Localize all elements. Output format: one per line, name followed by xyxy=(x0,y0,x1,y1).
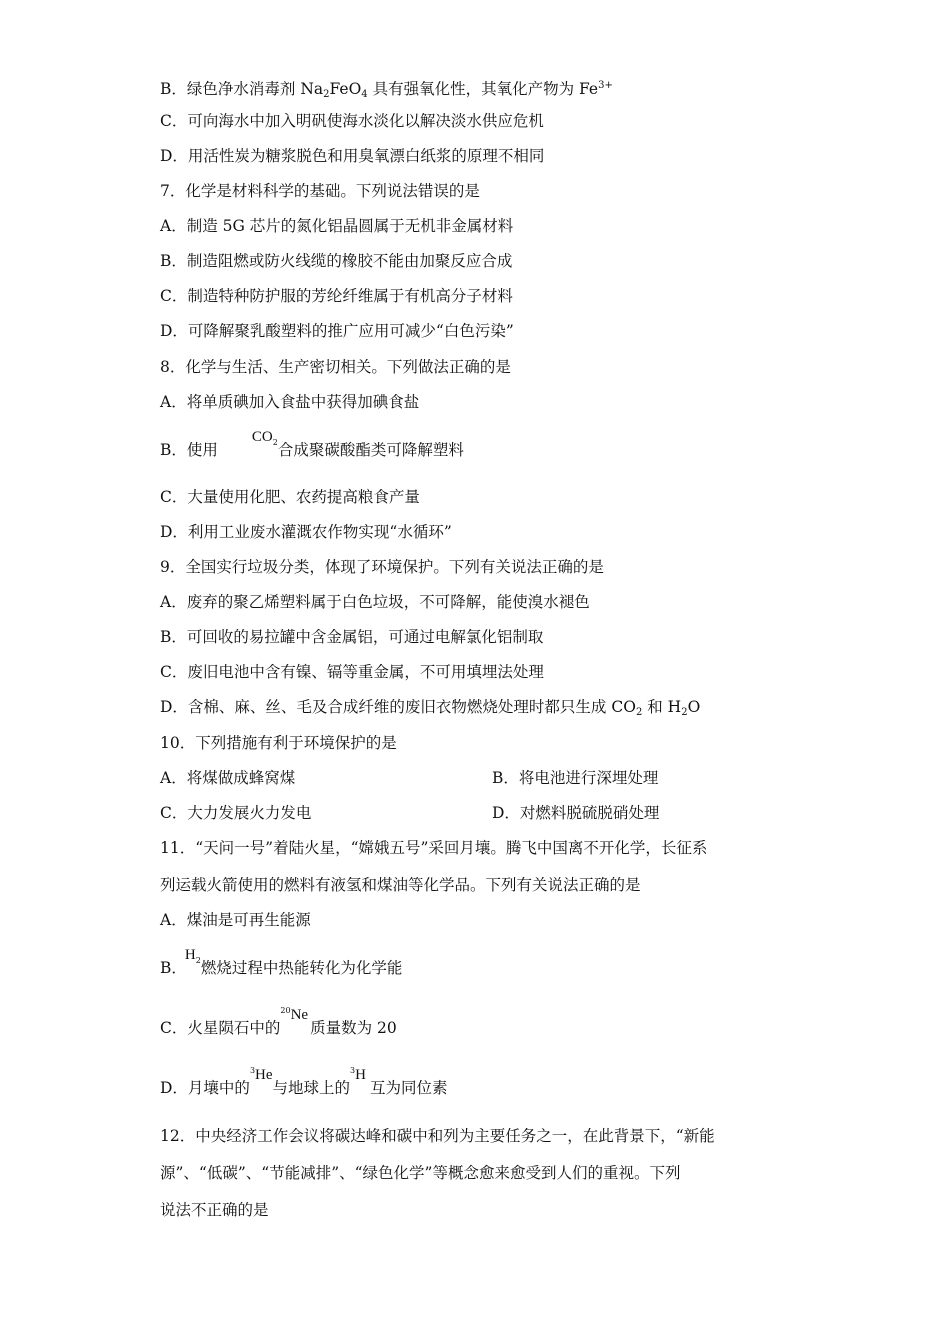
q6-b-sub-1: 2 xyxy=(323,89,330,100)
q8-option-b xyxy=(160,429,464,463)
q11-option-d xyxy=(160,1066,448,1101)
q8-option-a: A．将单质碘加入食盐中获得加碘食盐 xyxy=(160,393,420,411)
q9-stem: 9．全国实行垃圾分类，体现了环境保护。下列有关说法正确的是 xyxy=(160,558,604,576)
q9-option-b: B．可回收的易拉罐中含金属铝，可通过电解氯化铝制取 xyxy=(160,628,544,646)
q11-option-c xyxy=(160,1006,397,1041)
q11-b-text-1: B． xyxy=(160,959,187,977)
q6-b-text-1: B．绿色净水消毒剂 Na xyxy=(160,80,324,98)
q11-c-text-1: C．火星陨石中的 xyxy=(160,1019,281,1037)
q11-d-formula-1-text: He xyxy=(255,1067,273,1083)
q11-d-formula-1-sup: 3 xyxy=(249,1066,256,1075)
q6-option-b xyxy=(160,76,613,105)
q9-option-a: A．废弃的聚乙烯塑料属于白色垃圾，不可降解，能使溴水褪色 xyxy=(160,593,590,611)
q11-b-formula-sub: 2 xyxy=(195,956,201,965)
q11-stem-line-2: 列运载火箭使用的燃料有液氢和煤油等化学品。下列有关说法正确的是 xyxy=(160,876,641,894)
q12-stem-line-1: 12．中央经济工作会议将碳达峰和碳中和列为主要任务之一，在此背景下，“新能 xyxy=(160,1127,715,1145)
q11-d-formula-2-sup: 3 xyxy=(350,1066,356,1075)
q11-b-formula-text: H xyxy=(184,947,196,963)
q12-stem-line-2: 源”、“低碳”、“节能减排”、“绿色化学”等概念愈来愈受到人们的重视。下列 xyxy=(160,1164,681,1182)
q9-d-sub-2: 2 xyxy=(681,707,688,718)
q6-option-c: C．可向海水中加入明矾使海水淡化以解决淡水供应危机 xyxy=(160,112,544,130)
q6-option-d: D．用活性炭为糖浆脱色和用臭氧漂白纸浆的原理不相同 xyxy=(160,147,545,165)
q8-option-c: C．大量使用化肥、农药提高粮食产量 xyxy=(160,488,420,506)
q11-d-text-2: 与地球上的 xyxy=(272,1079,351,1097)
q7-option-c: C．制造特种防护服的芳纶纤维属于有机高分子材料 xyxy=(160,287,513,305)
q11-c-formula-text: Ne xyxy=(290,1007,309,1023)
q8-b-text-2: 合成聚碳酸酯类可降解塑料 xyxy=(277,441,464,459)
q9-d-text-2: 和 H xyxy=(642,698,682,716)
q11-c-text-2: 质量数为 20 xyxy=(310,1019,397,1037)
q6-b-text-3: 具有强氧化性，其氧化产物为 Fe xyxy=(367,80,599,98)
q11-c-formula xyxy=(280,1006,309,1041)
q12-stem-line-3: 说法不正确的是 xyxy=(160,1201,269,1219)
q9-d-text-3: O xyxy=(687,698,701,716)
q6-b-sup: 3+ xyxy=(598,80,613,91)
q11-d-text-3: 互为同位素 xyxy=(369,1079,448,1097)
q8-stem: 8．化学与生活、生产密切相关。下列做法正确的是 xyxy=(160,358,511,376)
q9-option-c: C．废旧电池中含有镍、镉等重金属，不可用填埋法处理 xyxy=(160,663,544,681)
q9-d-text-1: D．含棉、麻、丝、毛及合成纤维的废旧衣物燃烧处理时都只生成 CO xyxy=(160,698,636,716)
q11-d-formula-1 xyxy=(249,1066,273,1101)
q6-b-text-2: FeO xyxy=(329,80,362,98)
q11-stem-line-1: 11．“天问一号”着陆火星，“嫦娥五号”采回月壤。腾飞中国离不开化学，长征系 xyxy=(160,839,708,857)
q11-c-formula-sup: 20 xyxy=(280,1006,291,1015)
q8-b-formula-text: CO xyxy=(251,429,273,445)
q8-b-formula-sub: 2 xyxy=(272,438,278,447)
q7-option-a: A．制造 5G 芯片的氮化铝晶圆属于无机非金属材料 xyxy=(160,217,514,235)
q10-option-b: B．将电池进行深埋处理 xyxy=(492,769,659,787)
q10-stem: 10．下列措施有利于环境保护的是 xyxy=(160,734,397,752)
q11-b-text-2: 燃烧过程中热能转化为化学能 xyxy=(200,959,403,977)
q7-option-d: D．可降解聚乳酸塑料的推广应用可减少“白色污染” xyxy=(160,322,514,340)
q10-option-d: D．对燃料脱硫脱硝处理 xyxy=(492,804,660,822)
q11-d-text-1: D．月壤中的 xyxy=(160,1079,250,1097)
q8-b-formula xyxy=(218,429,278,463)
q8-option-d: D．利用工业废水灌溉农作物实现“水循环” xyxy=(160,523,452,541)
q9-d-sub-1: 2 xyxy=(635,707,643,718)
q9-option-d xyxy=(160,697,700,723)
q7-stem: 7．化学是材料科学的基础。下列说法错误的是 xyxy=(160,182,480,200)
q10-option-c: C．大力发展火力发电 xyxy=(160,804,312,822)
q11-b-formula xyxy=(184,947,201,981)
q7-option-b: B．制造阻燃或防火线缆的橡胶不能由加聚反应合成 xyxy=(160,252,513,270)
q10-option-a: A．将煤做成蜂窝煤 xyxy=(160,769,296,787)
q11-d-formula-2-text: H xyxy=(355,1067,366,1083)
q8-b-text-1: B．使用 xyxy=(160,441,218,459)
q11-option-a: A．煤油是可再生能源 xyxy=(160,911,311,929)
q11-option-b xyxy=(160,947,403,981)
q11-d-formula-2 xyxy=(350,1066,366,1101)
q6-b-sub-2: 4 xyxy=(361,89,368,100)
